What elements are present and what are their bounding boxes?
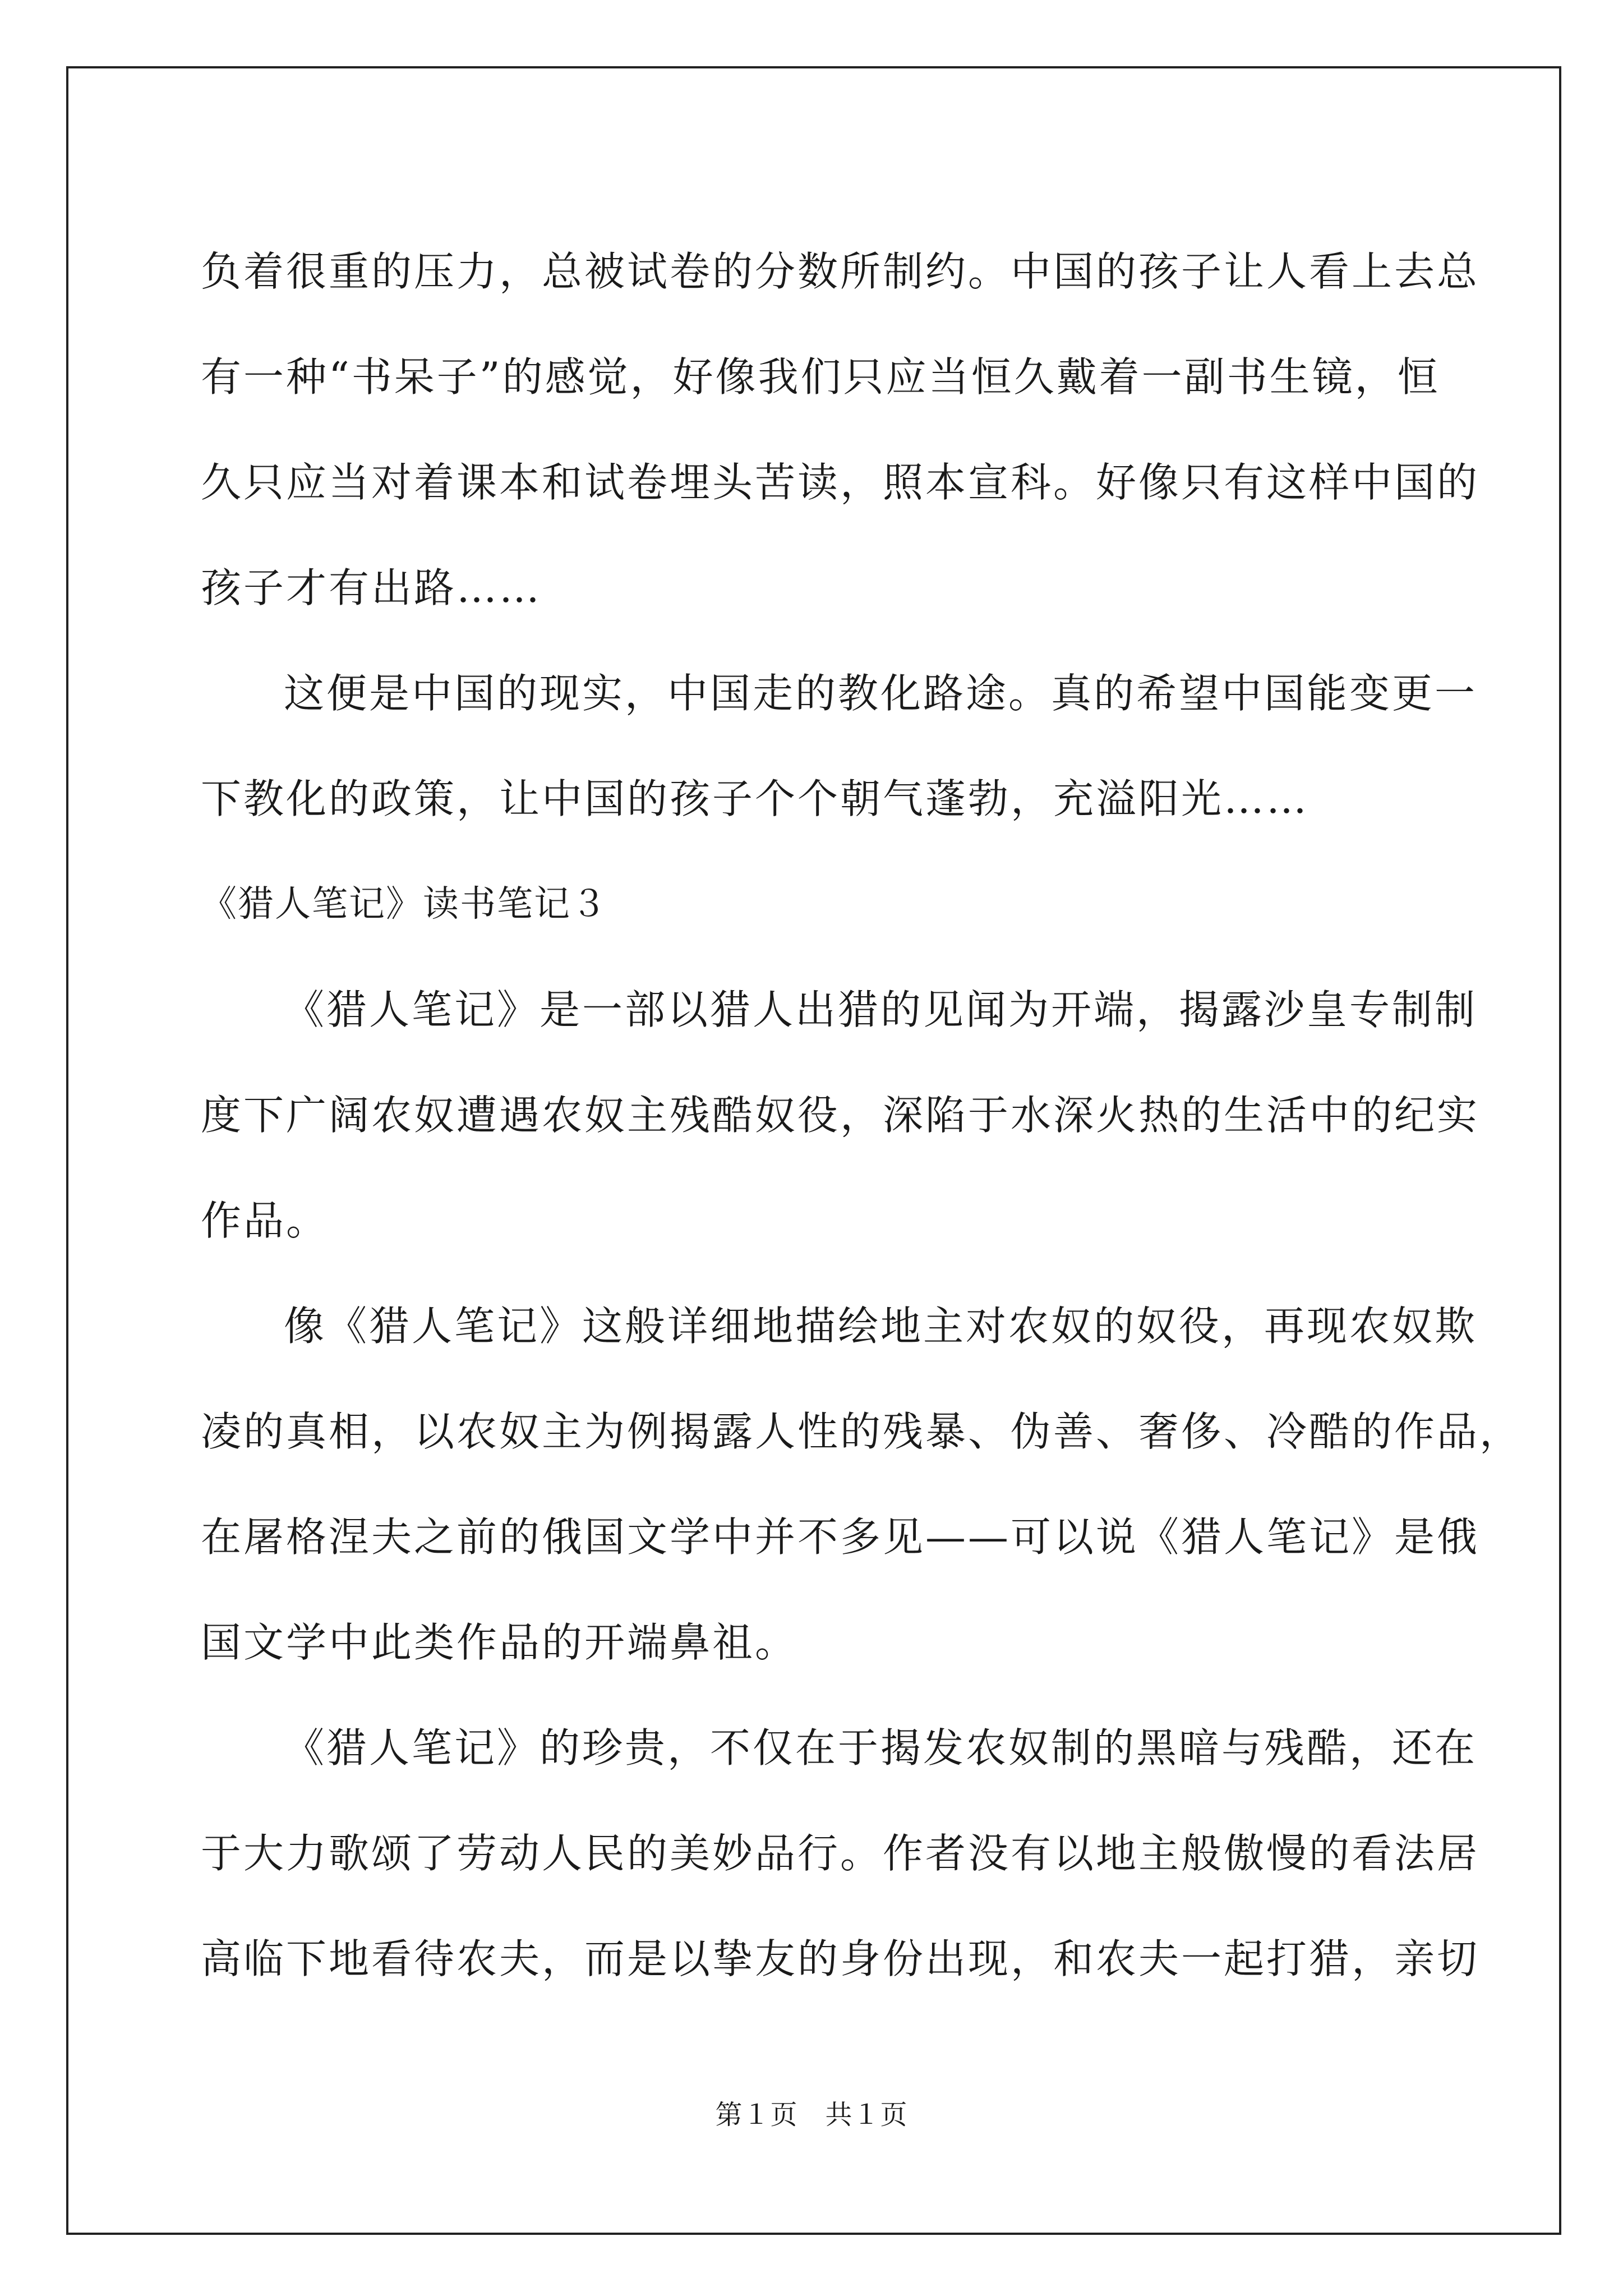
body-line-4: 孩子才有出路…… — [201, 564, 542, 611]
section-line-1: 《猎人笔记》是一部以猎人出猎的见闻为开端，揭露沙皇专制制 — [284, 986, 1478, 1033]
section-line-8: 《猎人笔记》的珍贵，不仅在于揭发农奴制的黑暗与残酷，还在 — [284, 1724, 1478, 1772]
section-line-7: 国文学中此类作品的开端鼻祖。 — [201, 1619, 798, 1666]
section-line-9: 于大力歌颂了劳动人民的美妙品行。作者没有以地主般傲慢的看法居 — [201, 1830, 1480, 1877]
body-line-3: 久只应当对着课本和试卷埋头苦读，照本宣科。好像只有这样中国的 — [201, 459, 1480, 506]
section-line-10: 高临下地看待农夫，而是以挚友的身份出现，和农夫一起打猎，亲切 — [201, 1935, 1480, 1982]
section-line-5: 凌的真相，以农奴主为例揭露人性的残暴、伪善、奢侈、冷酷的作品， — [201, 1408, 1523, 1455]
page-number-footer: 第１页 共１页 — [715, 2099, 908, 2131]
body-line-6: 下教化的政策，让中国的孩子个个朝气蓬勃，充溢阳光…… — [201, 775, 1310, 822]
section-line-2: 度下广阔农奴遭遇农奴主残酷奴役，深陷于水深火热的生活中的纪实 — [201, 1092, 1480, 1139]
section-line-6: 在屠格涅夫之前的俄国文学中并不多见——可以说《猎人笔记》是俄 — [201, 1513, 1480, 1561]
document-body — [201, 219, 1523, 2012]
body-line-1: 负着很重的压力，总被试卷的分数所制约。中国的孩子让人看上去总 — [201, 248, 1480, 295]
section-line-3: 作品。 — [201, 1197, 329, 1244]
section-heading: 《猎人笔记》读书笔记３ — [201, 884, 608, 925]
body-line-5: 这便是中国的现实，中国走的教化路途。真的希望中国能变更一 — [284, 670, 1478, 717]
body-line-2: 有一种“书呆子”的感觉，好像我们只应当恒久戴着一副书生镜，恒 — [201, 353, 1440, 401]
section-line-4: 像《猎人笔记》这般详细地描绘地主对农奴的奴役，再现农奴欺 — [284, 1303, 1478, 1350]
